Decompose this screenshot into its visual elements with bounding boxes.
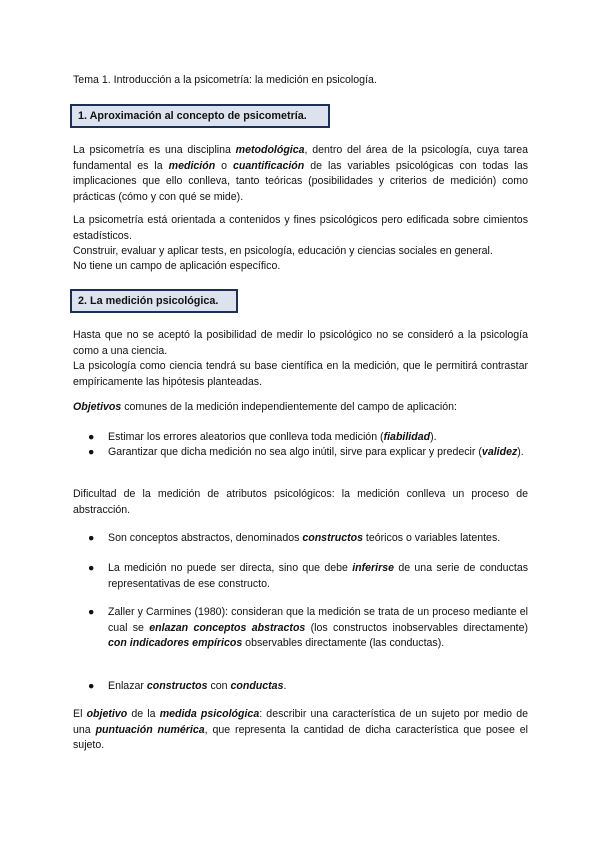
document-title: Tema 1. Introducción a la psicometría: la medición en psicología. [73,74,377,86]
bullet-icon: ● [88,446,95,458]
paragraph-orientation: La psicometría está orientada a contenidos y fines psicológicos pero edificada sobre cimientos estadísticos. [73,214,528,242]
paragraph-definition: La psicometría es una disciplina metodológica, dentro del área de la psicología, cuya tarea fundamental es la medición o cuantificación de las variables psicológicas con todas las implicaciones que ello conlleva, tanto teóricas (posibilidades y criterios de medición) como prácticas (cómo y con qué se mide). [73,144,529,203]
paragraph-science-base: La psicología como ciencia tendrá su base científica en la medición, que le permitirá contrastar empíricamente las hipótesis planteadas. [73,360,528,388]
paragraph-dificultad: Dificultad de la medición de atributos psicológicos: la medición conlleva un proceso de abstracción. [73,488,528,516]
list-item: ● Son conceptos abstractos, denominados constructos teóricos o variables latentes. [88,531,528,547]
bullet-icon: ● [88,431,95,443]
paragraph-campo: No tiene un campo de aplicación específico. [73,260,281,272]
list-item: ● Estimar los errores aleatorios que conlleva toda medición (fiabilidad). [88,430,528,446]
bullet-icon: ● [88,680,95,692]
bullet-icon: ● [88,532,95,544]
paragraph-construir: Construir, evaluar y aplicar tests, en psicología, educación y ciencias sociales en general. [73,245,493,257]
section-heading-2: 2. La medición psicológica. [70,289,238,313]
section-heading-1: 1. Aproximación al concepto de psicometría. [70,104,330,128]
bullet-icon: ● [88,606,95,618]
paragraph-objetivos: Objetivos comunes de la medición independientemente del campo de aplicación: [73,401,457,413]
list-item: ● Enlazar constructos con conductas. [88,679,528,695]
list-item: ● Garantizar que dicha medición no sea algo inútil, sirve para explicar y predecir (validez). [88,445,528,461]
paragraph-history: Hasta que no se aceptó la posibilidad de medir lo psicológico no se consideró a la psicología como a una ciencia. [73,329,528,357]
bullet-icon: ● [88,562,95,574]
paragraph-objetivo-medida: El objetivo de la medida psicológica: describir una característica de un sujeto por medio de una puntuación numérica, que representa la cantidad de dicha característica que posee el sujeto. [73,708,528,751]
list-item: ● Zaller y Carmines (1980): consideran que la medición se trata de un proceso mediante el cual se enlazan conceptos abstractos (los constructos inobservables directamente) con indicadores empíricos observables directamente (las conductas). [88,606,528,649]
list-item: ● La medición no puede ser directa, sino que debe inferirse de una serie de conductas representativas de ese constructo. [88,562,529,590]
